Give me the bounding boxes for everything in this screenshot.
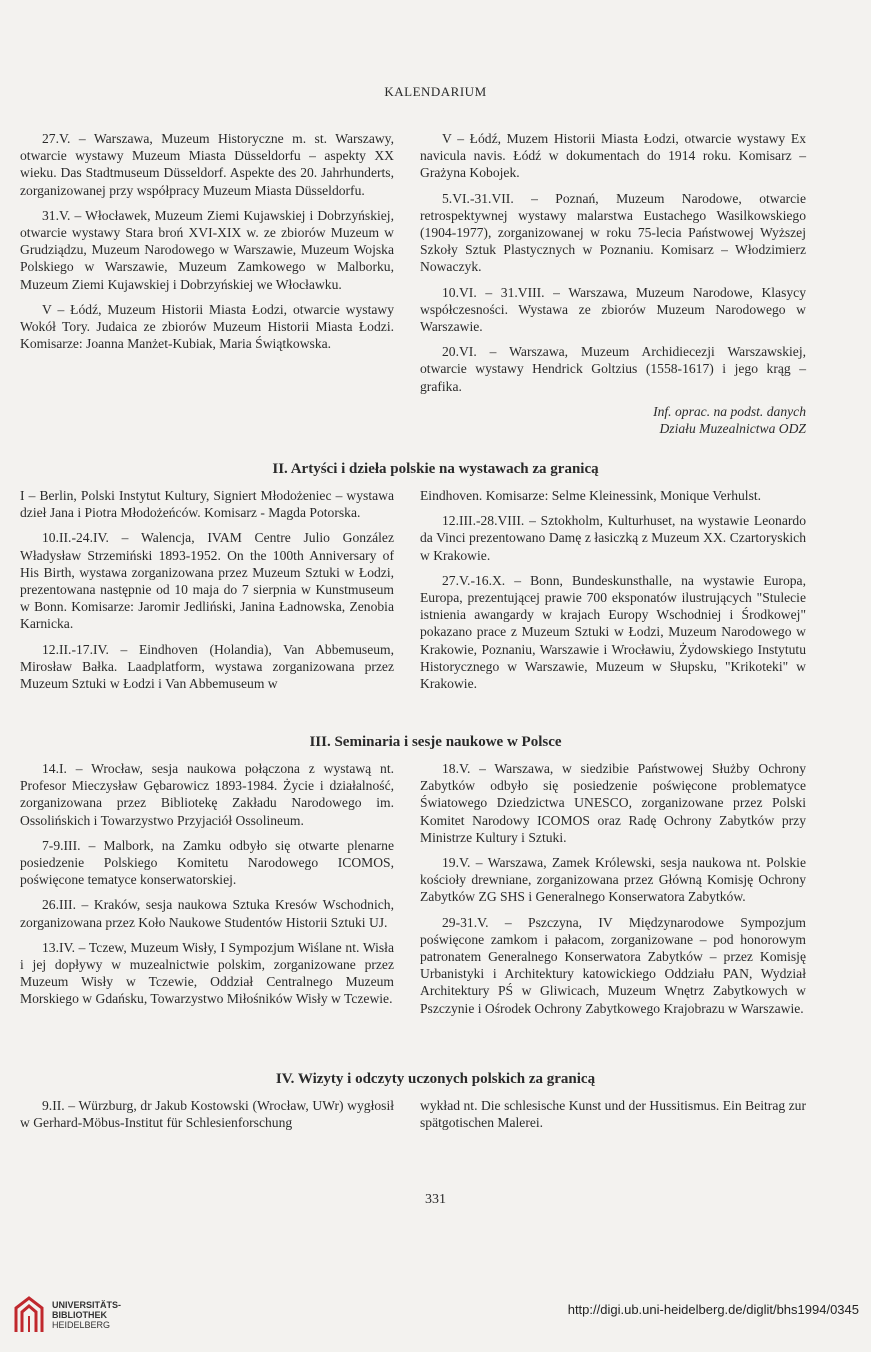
section2-heading: II. Artyści i dzieła polskie na wystawach za granicą — [272, 461, 599, 477]
entry-paragraph: 13.IV. – Tczew, Muzeum Wisły, I Sympozjum Wiślane nt. Wisła i jej dopływy w muzealnictwie polskim, zorganizowane przez Muzeum Wisły w Tczewie, Oddział Centralnego Muzeum Morskiego w Gdańsku, Towarzystwo Miłośników Wisły w Tczewie. — [20, 939, 394, 1007]
entry-paragraph: 12.II.-17.IV. – Eindhoven (Holandia), Van Abbemuseum, Mirosław Bałka. Laadplatform, wystawa zorganizowana przez Muzeum Sztuki w Łodzi i Van Abbemuseum w — [20, 641, 394, 692]
entry-paragraph: 7-9.III. – Malbork, na Zamku odbyło się otwarte plenarne posiedzenie Polskiego Komitetu Narodowego ICOMOS, poświęcone tematyce konserwatorskiej. — [20, 837, 394, 888]
section4-right-column — [420, 1097, 806, 1139]
section4-left-column — [20, 1097, 394, 1139]
page-number: 331 — [425, 1192, 446, 1207]
section3-left-column — [20, 760, 394, 1016]
library-name — [52, 1300, 121, 1330]
section3-right-column — [420, 760, 806, 1025]
entry-paragraph: V – Łódź, Muzeum Historii Miasta Łodzi, otwarcie wystawy Wokół Tory. Judaica ze zbiorów Muzeum Historii Miasta Łodzi. Komisarze: Joanna Manżet-Kubiak, Maria Świątkowska. — [20, 301, 394, 352]
running-title: KALENDARIUM — [384, 84, 487, 99]
footer-bar — [0, 1286, 871, 1342]
entry-paragraph: 27.V. – Warszawa, Muzeum Historyczne m. st. Warszawy, otwarcie wystawy Muzeum Miasta Düsseldorfu – aspekty XX wieku. Das Stadtmuseum Düsseldorf. Aspekte des 20. Jahrhunderts, zorganizowanej przy współpracy Muzeum Miasta Düsseldorfu. — [20, 131, 394, 198]
section1-right-column — [420, 130, 806, 437]
entry-paragraph: 20.VI. – Warszawa, Muzeum Archidiecezji Warszawskiej, otwarcie wystawy Hendrick Goltzius (1558-1617) i jego krąg – grafika. — [420, 344, 806, 394]
entry-paragraph: 27.V.-16.X. – Bonn, Bundeskunsthalle, na wystawie Europa, Europa, prezentującej prawie 700 eksponatów ilustrujących "Stulecie istnienia awangardy w krajach Europy Wschodniej i Środkowej" pokazano prace z Muzeum Sztuki w Łodzi, Muzeum Narodowego w Krakowie, Poznaniu, Warszawie i Wrocławiu, Żydowskiego Instytutu Historycznego w Warszawie, Muzeum w Słupsku, "Krikoteki" w Krakowie. — [420, 572, 806, 692]
entry-paragraph: 31.V. – Włocławek, Muzeum Ziemi Kujawskiej i Dobrzyńskiej, otwarcie wystawy Stara broń XVI-XIX w. ze zbiorów Muzeum w Grudziądzu, Muzeum Narodowego w Warszawie, Muzeum Wojska Polskiego w Warszawie, Muzeum Zamkowego w Malborku, Muzeum Ziemi Kujawskiej i Dobrzyńskiej we Włocławku. — [20, 207, 394, 292]
entry-paragraph: Eindhoven. Komisarze: Selme Kleinessink, Monique Verhulst. — [420, 488, 762, 503]
source-note-line2: Działu Muzealnictwa ODZ — [659, 421, 806, 437]
entry-paragraph: 12.III.-28.VIII. – Sztokholm, Kulturhuset, na wystawie Leonardo da Vinci prezentowano Damę z łasiczką z Muzeum XX. Czartoryskich w Krakowie. — [420, 513, 806, 563]
entry-paragraph: 18.V. – Warszawa, w siedzibie Państwowej Służby Ochrony Zabytków odbyło się posiedzenie poświęcone problematyce Światowego Dziedzictwa UNESCO, zorganizowane przez Polski Komitet Narodowy ICOMOS oraz Radę Ochrony Zabytków przy Ministrze Kultury i Sztuki. — [420, 761, 806, 845]
source-url-link[interactable]: http://digi.ub.uni-heidelberg.de/diglit/bhs1994/0345 — [567, 1302, 859, 1317]
section3-heading: III. Seminaria i sesje naukowe w Polsce — [309, 734, 562, 750]
entry-paragraph: 5.VI.-31.VII. – Poznań, Muzeum Narodowe, otwarcie retrospektywnej wystawy malarstwa Eustachego Wasilkowskiego (1904-1977), zorganizowanej w roku 75-lecia Państwowej Wyższej Szkoły Sztuk Plastycznych w Poznaniu. Komisarz – Włodzimierz Nowaczyk. — [420, 190, 806, 275]
section4-heading: IV. Wizyty i odczyty uczonych polskich za granicą — [275, 1071, 596, 1087]
section2-right-column — [420, 487, 806, 700]
library-line: UNIVERSITÄTS- — [52, 1300, 122, 1310]
entry-paragraph: 26.III. – Kraków, sesja naukowa Sztuka Kresów Wschodnich, zorganizowana przez Koło Naukowe Studentów Historii Sztuki UJ. — [20, 897, 394, 930]
library-line: BIBLIOTHEK — [52, 1310, 107, 1320]
entry-paragraph: 9.II. – Würzburg, dr Jakub Kostowski (Wrocław, UWr) wygłosił w Gerhard-Möbus-Institut für Schlesienforschung — [20, 1098, 394, 1131]
library-line: HEIDELBERG — [52, 1320, 111, 1330]
entry-paragraph: 19.V. – Warszawa, Zamek Królewski, sesja naukowa nt. Polskie kościoły drewniane, zorganizowana przez Główną Komisję Ochrony Zabytków ZG SHS i Generalnego Konserwatora Zabytków. — [420, 855, 806, 905]
entry-paragraph: V – Łódź, Muzem Historii Miasta Łodzi, otwarcie wystawy Ex navicula navis. Łódź w dokumentach do 1914 roku. Komisarz – Grażyna Kobojek. — [420, 131, 806, 181]
entry-paragraph: 14.I. – Wrocław, sesja naukowa połączona z wystawą nt. Profesor Mieczysław Gębarowicz 1893-1984. Życie i działalność, zorganizowana przez Bibliotekę Zakładu Narodowego im. Ossolińskich i Towarzystwo Przyjaciół Ossolineum. — [20, 761, 394, 828]
entry-paragraph: 10.VI. – 31.VIII. – Warszawa, Muzeum Narodowe, Klasycy współczesności. Wystawa ze zbiorów Muzeum Narodowego w Warszawie. — [420, 284, 806, 335]
entry-paragraph: 10.II.-24.IV. – Walencja, IVAM Centre Julio González Władysław Strzemiński 1893-1952. On the 100th Anniversary of His Birth, wystawa zorganizowana przez Muzeum Sztuki w Łodzi, prezentowana następnie od 10 maja do 7 sierpnia w Kunstmuseum w Bonn. Komisarze: Jaromir Jedliński, Janina Ładnowska, Zenobia Karnicka. — [20, 530, 394, 632]
library-logo-icon[interactable] — [12, 1294, 46, 1334]
source-note-line1: Inf. oprac. na podst. danych — [653, 403, 806, 419]
section2-left-column — [20, 487, 394, 700]
section1-left-column — [20, 130, 394, 360]
entry-paragraph: 29-31.V. – Pszczyna, IV Międzynarodowe Sympozjum poświęcone zamkom i pałacom, zorganizowane – pod honorowym patronatem Generalnego Konserwatora Zabytków – przez Komisję Urbanistyki i Architektury katowickiego Oddziału PAN, Wydział Architektury PŚ w Gliwicach, Muzeum Wnętrz Zabytkowych w Pszczynie i Ośrodek Ochrony Zabytkowego Krajobrazu w Warszawie. — [420, 914, 806, 1016]
entry-paragraph: wykład nt. Die schlesische Kunst und der Hussitismus. Ein Beitrag zur spätgotischen Malerei. — [420, 1098, 806, 1131]
entry-paragraph: I – Berlin, Polski Instytut Kultury, Signiert Młodożeniec – wystawa dzieł Jana i Piotra Młodożeńców. Komisarz - Magda Potorska. — [20, 488, 394, 521]
